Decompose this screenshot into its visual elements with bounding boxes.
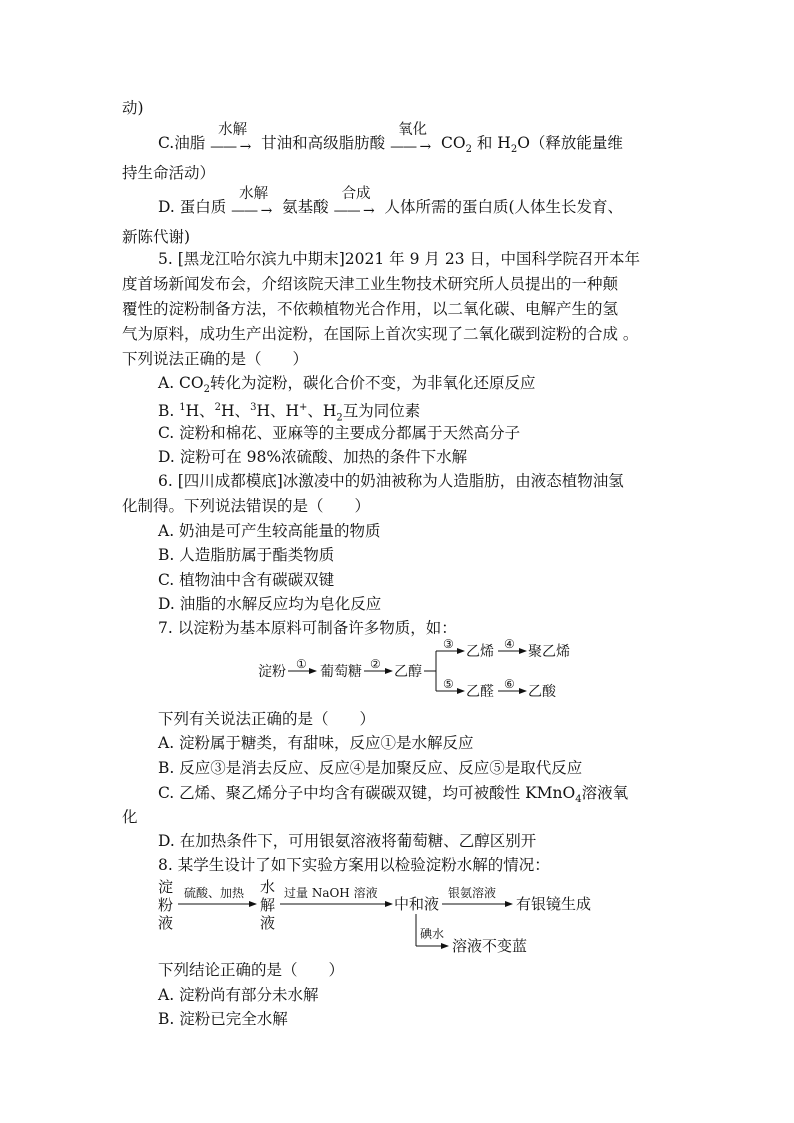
subscript: 2 bbox=[465, 144, 472, 156]
option-a: A. 奶油是可产生较高能量的物质 bbox=[158, 522, 381, 540]
question-8-stem: 8. 某学生设计了如下实验方案用以检验淀粉水解的情况： bbox=[158, 856, 550, 874]
node-starch: 淀粉 bbox=[258, 664, 286, 680]
node-hydrolysate: 解 bbox=[260, 896, 276, 914]
option-a: A. 淀粉属于糖类，有甜味，反应①是水解反应 bbox=[158, 734, 474, 752]
step-label: ⑤ bbox=[443, 677, 454, 691]
text-line: 下列结论正确的是（ ） bbox=[158, 961, 345, 979]
condition: 硫酸、加热 bbox=[184, 886, 245, 900]
question-7-stem: 7. 以淀粉为基本原料可制备许多物质，如： bbox=[158, 619, 457, 637]
arrow-icon: —— → bbox=[210, 139, 251, 155]
node-ethanol: 乙醇 bbox=[394, 664, 422, 680]
text-line: 下列有关说法正确的是（ ） bbox=[158, 710, 376, 728]
option-text: H、 bbox=[221, 402, 251, 421]
step-label: ② bbox=[370, 657, 381, 671]
option-text: B. bbox=[158, 402, 180, 421]
option-d-reaction-line bbox=[158, 186, 624, 219]
node-hydrolysate: 水 bbox=[260, 878, 276, 896]
option-d: D. 油脂的水解反应均为皂化反应 bbox=[158, 595, 382, 613]
option-text: 、H bbox=[307, 402, 337, 421]
subscript: 2 bbox=[203, 384, 210, 396]
option-c: C. 植物油中含有碳碳双键 bbox=[158, 571, 335, 589]
node-no-blue: 溶液不变蓝 bbox=[452, 937, 528, 955]
option-b: B. 人造脂肪属于酯类物质 bbox=[158, 546, 335, 564]
condition: 水解 bbox=[239, 186, 269, 202]
product: 和 H bbox=[471, 134, 511, 152]
reaction-arrow bbox=[390, 122, 436, 155]
step-label: ③ bbox=[443, 638, 454, 651]
node-starch-solution: 粉 bbox=[158, 896, 174, 914]
reaction-arrow bbox=[231, 186, 277, 219]
node-glucose: 葡萄糖 bbox=[320, 664, 362, 680]
product: CO bbox=[441, 134, 466, 152]
condition: 碘水 bbox=[420, 927, 445, 941]
reaction-arrow bbox=[210, 122, 256, 155]
option-b: B. 淀粉已完全水解 bbox=[158, 1010, 288, 1028]
text-line: 度首场新闻发布会，介绍该院天津工业生物技术研究所人员提出的一种颠 bbox=[122, 275, 619, 293]
question-5-stem: 5. [黑龙江哈尔滨九中期末]2021 年 9 月 23 日，中国科学院召开本年 bbox=[158, 250, 640, 268]
option-text: 转化为淀粉，碳化合价不变，为非氧化还原反应 bbox=[210, 374, 536, 392]
condition: 合成 bbox=[341, 186, 371, 202]
option-text: 溶液氧 bbox=[581, 784, 629, 802]
arrow-icon: —— → bbox=[231, 203, 272, 219]
arrow-icon: —— → bbox=[333, 203, 374, 219]
product: 甘油和高级脂肪酸 bbox=[261, 134, 386, 152]
option-text: A. CO bbox=[158, 374, 204, 392]
node-starch-solution: 液 bbox=[158, 914, 174, 932]
node-acetic-acid: 乙酸 bbox=[528, 684, 556, 700]
condition: 银氨溶液 bbox=[448, 886, 497, 900]
reaction-arrow bbox=[333, 186, 380, 219]
node-acetaldehyde: 乙醛 bbox=[466, 684, 494, 700]
option-c bbox=[158, 783, 628, 810]
product: O（释放能量维 bbox=[517, 134, 623, 152]
option-d: D. 淀粉可在 98%浓硫酸、加热的条件下水解 bbox=[158, 448, 468, 466]
condition: 氧化 bbox=[398, 122, 428, 138]
reactant: C.油脂 bbox=[158, 134, 206, 152]
product: 氨基酸 bbox=[282, 198, 329, 216]
superscript: 2 bbox=[214, 402, 222, 413]
option-c: C. 淀粉和棉花、亚麻等的主要成分都属于天然高分子 bbox=[158, 424, 521, 442]
node-ethylene: 乙烯 bbox=[466, 644, 494, 660]
subscript: 2 bbox=[510, 144, 518, 156]
step-label: ⑥ bbox=[504, 677, 515, 691]
step-label: ④ bbox=[504, 638, 515, 651]
subscript: 4 bbox=[575, 794, 582, 806]
text-line: 新陈代谢) bbox=[122, 228, 191, 246]
option-b: B. 反应③是消去反应、反应④是加聚反应、反应⑤是取代反应 bbox=[158, 759, 583, 777]
superscript: + bbox=[298, 402, 308, 413]
node-hydrolysate: 液 bbox=[260, 914, 276, 932]
option-text: H、 bbox=[185, 402, 215, 421]
option-text: 互为同位素 bbox=[342, 402, 421, 421]
condition: 过量 NaOH 溶液 bbox=[284, 886, 378, 900]
text-line: 气为原料，成功生产出淀粉，在国际上首次实现了二氧化碳到淀粉的合成 。 bbox=[122, 325, 639, 343]
node-neutralized-solution: 中和液 bbox=[394, 895, 440, 913]
superscript: 3 bbox=[250, 402, 257, 413]
option-text: C. 乙烯、聚乙烯分子中均含有碳碳双键，均可被酸性 KMnO bbox=[158, 784, 576, 802]
text-line: 化制得。下列说法错误的是（ ） bbox=[122, 497, 371, 515]
option-a: A. 淀粉尚有部分未水解 bbox=[158, 986, 319, 1004]
question-6-stem: 6. [四川成都模底]冰激凌中的奶油被称为人造脂肪，由液态植物油氢 bbox=[158, 472, 624, 490]
option-a bbox=[158, 373, 536, 400]
starch-conversion-diagram bbox=[250, 638, 590, 708]
arrow-icon: —— → bbox=[390, 139, 431, 155]
text-line: 下列说法正确的是（ ） bbox=[122, 350, 309, 368]
hydrolysis-test-diagram bbox=[152, 876, 622, 958]
node-polyethylene: 聚乙烯 bbox=[528, 644, 570, 660]
option-d: D. 在加热条件下，可用银氨溶液将葡萄糖、乙醇区别开 bbox=[158, 832, 537, 850]
product: 人体所需的蛋白质(人体生长发育、 bbox=[384, 198, 624, 216]
superscript: 1 bbox=[179, 402, 186, 413]
condition: 水解 bbox=[218, 122, 248, 138]
reactant: D. 蛋白质 bbox=[158, 198, 227, 216]
subscript: 2 bbox=[336, 412, 343, 424]
node-silver-mirror: 有银镜生成 bbox=[516, 895, 592, 913]
text-line: 化 bbox=[122, 808, 138, 826]
text-line: 持生命活动） bbox=[122, 164, 216, 182]
text-line: 覆性的淀粉制备方法，不依赖植物光合作用，以二氧化碳、电解产生的氢 bbox=[122, 300, 619, 318]
option-text: H、H bbox=[256, 402, 299, 421]
step-label: ① bbox=[296, 657, 307, 671]
text-line: 动) bbox=[122, 99, 144, 117]
option-c-reaction-line bbox=[158, 122, 623, 160]
node-starch-solution: 淀 bbox=[158, 878, 174, 896]
